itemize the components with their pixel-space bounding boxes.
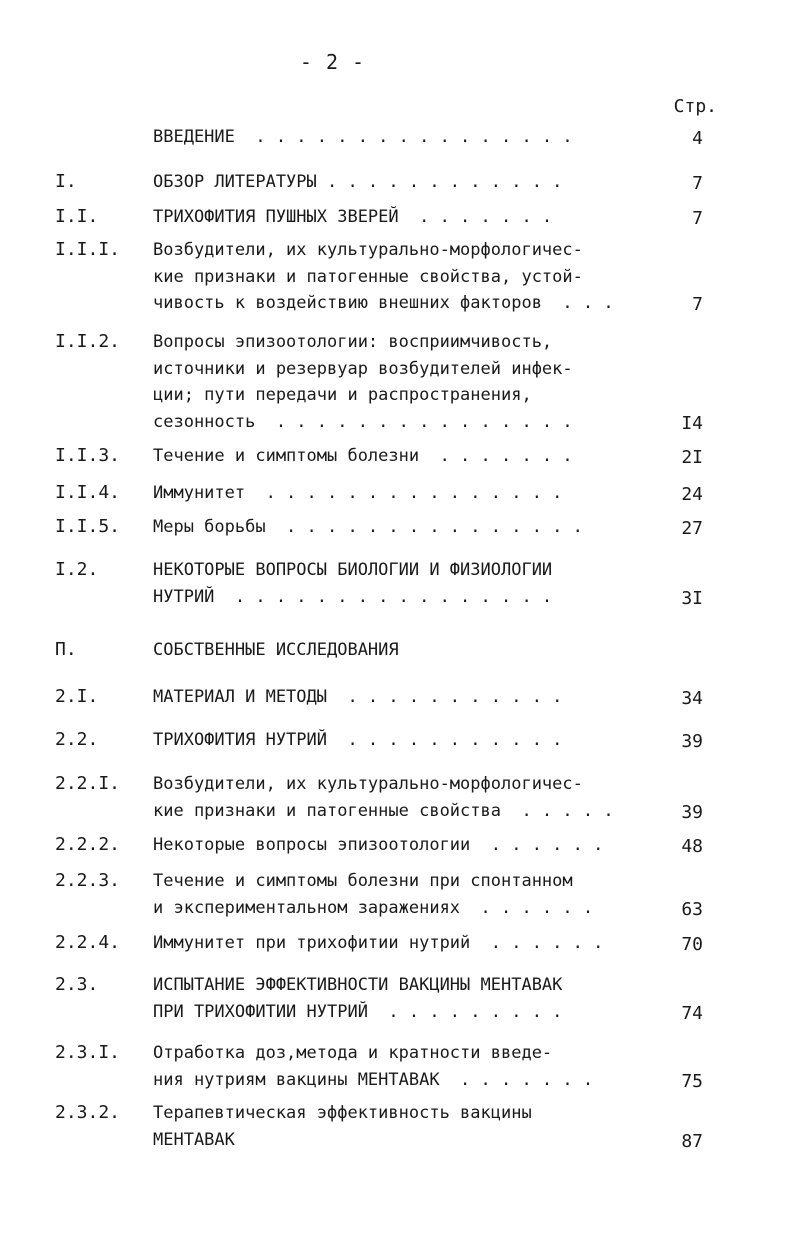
- toc-entry-number: 2.2.4.: [55, 932, 121, 953]
- toc-entry-page: 87: [681, 1130, 703, 1152]
- toc-entry-title: [153, 1100, 631, 1153]
- toc-entry-number: 2.3.I.: [55, 1042, 121, 1063]
- toc-entry-title-line: Некоторые вопросы эпизоотологии . . . . . .: [153, 835, 604, 855]
- toc-entry-title: [153, 443, 631, 470]
- toc-entry-page: 48: [681, 836, 703, 857]
- toc-entry-title-line: кие признаки и патогенные свойства, устой-: [153, 266, 583, 287]
- toc-entry-title-line: Возбудители, их культурально-морфологичес-: [153, 240, 583, 260]
- toc-entry-page: 7: [692, 208, 703, 229]
- toc-entry-title-line: МАТЕРИАЛ И МЕТОДЫ . . . . . . . . . . .: [153, 687, 563, 707]
- toc-entry-page: 4: [692, 128, 703, 149]
- toc-entry-number: 2.3.2.: [55, 1102, 121, 1123]
- toc-entry-number: I.I.4.: [55, 482, 121, 503]
- toc-entry-title-line: ИСПЫТАНИЕ ЭФФЕКТИВНОСТИ ВАКЦИНЫ МЕНТАВАК: [153, 975, 563, 995]
- toc-entry-title-line: Течение и симптомы болезни . . . . . . .: [153, 446, 573, 466]
- toc-entry-page: 39: [681, 801, 703, 823]
- toc-entry-title: [153, 514, 631, 541]
- toc-entry-title-line: Возбудители, их культурально-морфологичес-: [153, 774, 583, 794]
- toc-entry-page: 70: [681, 934, 703, 955]
- toc-entry-page: 7: [692, 294, 703, 315]
- toc-entry-title-line: кие признаки и патогенные свойства . . . . .: [153, 800, 614, 821]
- toc-entry-title: [153, 480, 631, 507]
- page-column-header: Стр.: [673, 96, 717, 117]
- toc-entry-title: [153, 637, 631, 664]
- toc-entry-title: [153, 771, 631, 824]
- toc-entry-page: 2I: [681, 447, 703, 468]
- toc-entry-title-line: СОБСТВЕННЫЕ ИССЛЕДОВАНИЯ: [153, 640, 399, 660]
- toc-entry-title-line: чивость к воздействию внешних факторов . . .: [153, 293, 614, 313]
- toc-entry-title-line: ВВЕДЕНИЕ . . . . . . . . . . . . . . . .: [153, 127, 573, 147]
- toc-entry-page: 3I: [681, 587, 703, 609]
- toc-entry-title-line: ПРИ ТРИХОФИТИИ НУТРИЙ . . . . . . . . .: [153, 1001, 563, 1022]
- toc-entry-title-line: Терапевтическая эффективность вакцины: [153, 1103, 532, 1123]
- toc-entry-number: 2.2.: [55, 729, 99, 750]
- toc-entry-title: [153, 557, 631, 610]
- toc-entry-page: 39: [681, 731, 703, 752]
- toc-entry-page: I4: [681, 412, 703, 434]
- toc-entry-title: [153, 124, 631, 151]
- toc-entry-title-line: ния нутриям вакцины МЕНТАВАК . . . . . . .: [153, 1069, 594, 1090]
- toc-entry-title: [153, 237, 631, 317]
- toc-entry-title-line: МЕНТАВАК: [153, 1129, 235, 1150]
- toc-entry-title-line: ции; пути передачи и распространения,: [153, 385, 532, 405]
- toc-entry-title-line: сезонность . . . . . . . . . . . . . . .: [153, 411, 573, 432]
- toc-entry-title-line: НЕКОТОРЫЕ ВОПРОСЫ БИОЛОГИИ И ФИЗИОЛОГИИ: [153, 560, 553, 580]
- toc-entry-page: 27: [681, 518, 703, 539]
- toc-entry-page: 34: [681, 688, 703, 709]
- toc-entry-title-line: и экспериментальном заражениях . . . . . .: [153, 897, 594, 918]
- toc-entry-number: I.I.2.: [55, 331, 121, 352]
- toc-entry-title-line: ОБЗОР ЛИТЕРАТУРЫ . . . . . . . . . . . .: [153, 172, 563, 192]
- toc-entry-number: I.I.3.: [55, 445, 121, 466]
- page-number: - 2 -: [299, 50, 366, 74]
- toc-entry-title-line: ТРИХОФИТИЯ ПУШНЫХ ЗВЕРЕЙ . . . . . . .: [153, 207, 553, 227]
- toc-entry-title: [153, 329, 631, 435]
- toc-entry-title-line: Меры борьбы . . . . . . . . . . . . . . .: [153, 517, 583, 537]
- toc-entry-title: [153, 727, 631, 754]
- toc-entry-title-line: Иммунитет . . . . . . . . . . . . . . .: [153, 483, 563, 503]
- toc-entry-number: 2.3.: [55, 974, 99, 995]
- toc-entry-title: [153, 684, 631, 711]
- toc-entry-title-line: источники и резервуар возбудителей инфек-: [153, 358, 573, 379]
- toc-entry-page: 75: [681, 1070, 703, 1092]
- toc-entry-number: I.I.: [55, 206, 99, 227]
- toc-entry-title: [153, 930, 631, 957]
- toc-entry-title-line: НУТРИЙ . . . . . . . . . . . . . . . .: [153, 586, 553, 607]
- toc-entry-title: [153, 204, 631, 231]
- toc-entry-page: 63: [681, 898, 703, 920]
- toc-entry-number: I.2.: [55, 559, 99, 580]
- toc-entry-number: П.: [55, 639, 77, 660]
- toc-entry-title-line: Иммунитет при трихофитии нутрий . . . . . .: [153, 933, 604, 953]
- toc-entry-page: 24: [681, 484, 703, 505]
- toc-entry-title: [153, 868, 631, 921]
- toc-entry-number: I.I.5.: [55, 516, 121, 537]
- toc-entry-title: [153, 832, 631, 859]
- toc-entry-number: I.: [55, 171, 77, 192]
- toc-entry-number: I.I.I.: [55, 239, 121, 260]
- toc-entry-title-line: Вопросы эпизоотологии: восприимчивость,: [153, 332, 553, 352]
- toc-entry-number: 2.2.I.: [55, 773, 121, 794]
- toc-entry-title-line: ТРИХОФИТИЯ НУТРИЙ . . . . . . . . . . .: [153, 730, 563, 750]
- toc-entry-page: 7: [692, 173, 703, 194]
- toc-entry-title: [153, 169, 631, 196]
- toc-entry-number: 2.2.3.: [55, 870, 121, 891]
- toc-entry-title-line: Течение и симптомы болезни при спонтанном: [153, 871, 573, 891]
- toc-entry-number: 2.2.2.: [55, 834, 121, 855]
- toc-entry-title: [153, 1040, 631, 1093]
- toc-entry-title-line: Отработка доз,метода и кратности введе-: [153, 1043, 553, 1063]
- toc-entry-title: [153, 972, 631, 1025]
- toc-entry-page: 74: [681, 1002, 703, 1024]
- toc-entry-number: 2.I.: [55, 686, 99, 707]
